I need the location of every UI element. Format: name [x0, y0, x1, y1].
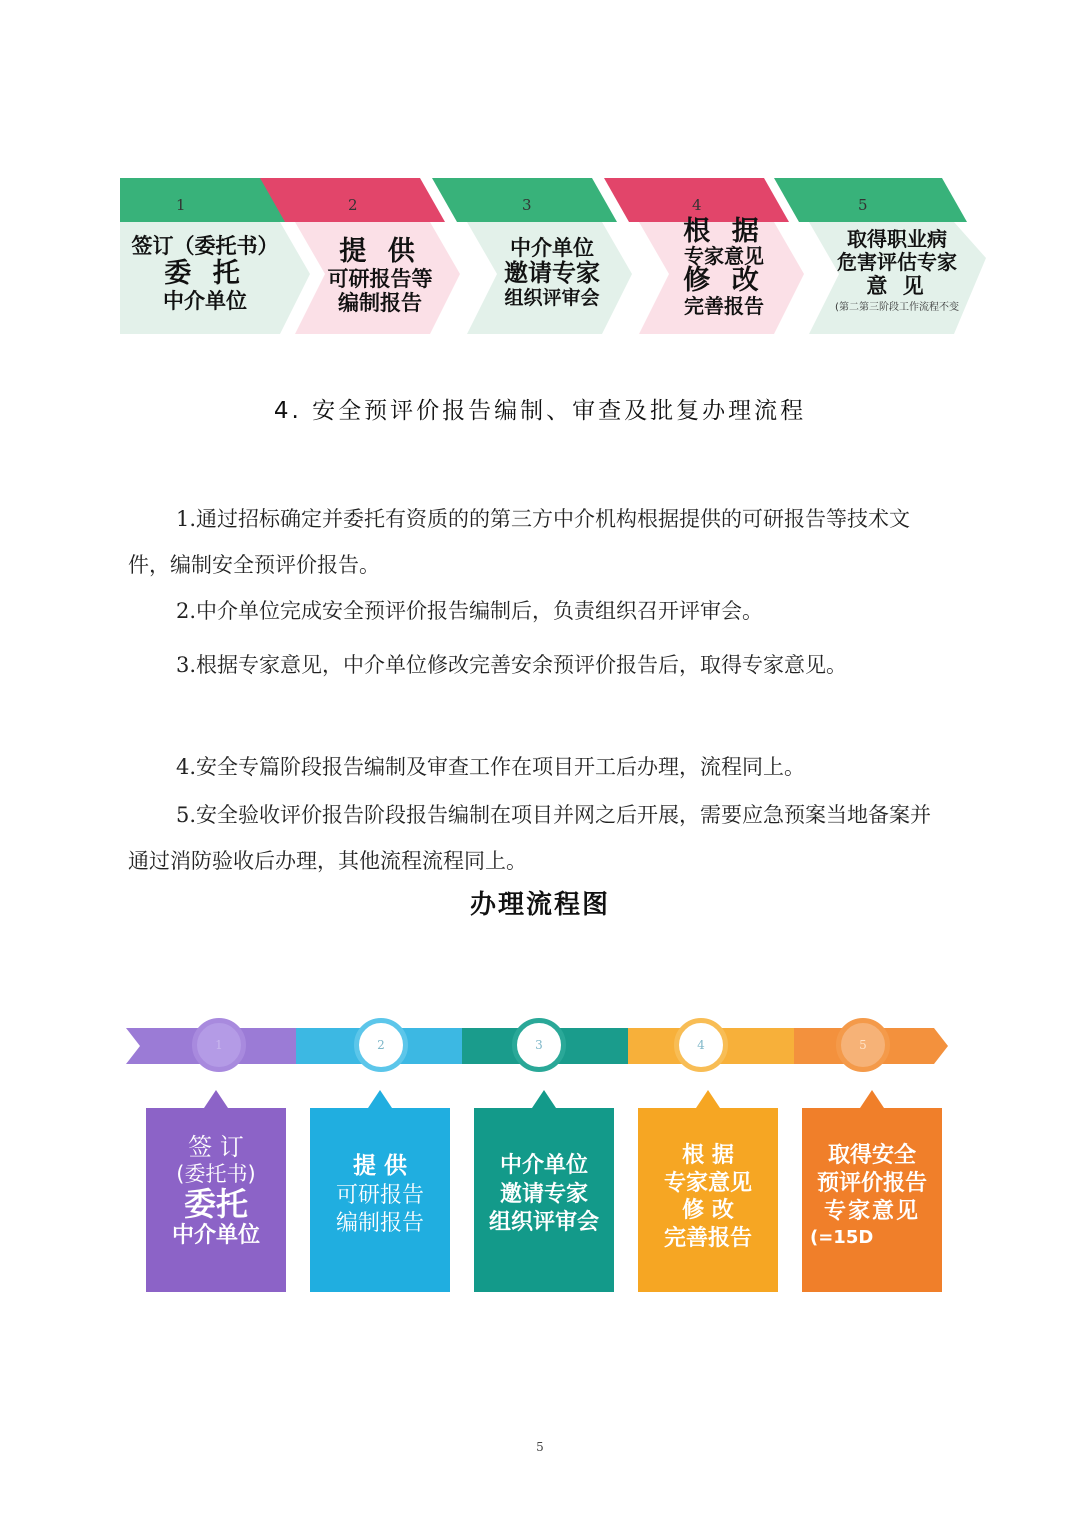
step-line: 组织评审会: [504, 286, 600, 309]
card-line: 修 改: [682, 1198, 734, 1223]
step-line: 邀请专家: [504, 259, 600, 288]
step-line: 中介单位: [163, 289, 247, 314]
paragraph-4: 4.安全专篇阶段报告编制及审查工作在项目开工后办理，流程同上。: [176, 755, 806, 779]
step-card-2: [310, 1090, 450, 1292]
step-line: 取得职业病: [847, 227, 947, 251]
card-line: 中介单位: [171, 1222, 260, 1248]
step-number: 1: [176, 196, 186, 214]
paragraph-3: 3.根据专家意见，中介单位修改完善安余预评价报告后，取得专家意见。: [176, 653, 848, 677]
paragraph-2: 2.中介单位完成安全预评价报告编制后，负责组织召开评审会。: [176, 599, 764, 623]
step-node-2: 2: [354, 1018, 408, 1072]
card-line: 提 供: [352, 1153, 407, 1179]
card-line: 专家意见: [823, 1199, 920, 1225]
page-number: 5: [536, 1440, 544, 1454]
card-line: 中介单位: [499, 1153, 588, 1178]
step-number: 5: [858, 196, 868, 214]
timeline-flowchart: [126, 1012, 948, 1302]
step-line: 修 改: [683, 265, 765, 297]
card-line: 邀请专家: [499, 1181, 588, 1207]
card-line: 完善报告: [663, 1225, 752, 1251]
step-line: 委 托: [164, 258, 246, 290]
step-number: 4: [692, 196, 702, 214]
step-card-5: [802, 1090, 942, 1292]
card-line: 可研报告: [335, 1182, 424, 1208]
card-line: 根 据: [682, 1143, 734, 1168]
step-card-4: [638, 1090, 778, 1292]
card-line: 委托: [183, 1184, 248, 1223]
step-node-1: 1: [192, 1018, 246, 1072]
flow-step-2: [260, 178, 460, 334]
flowchart-title: 办理流程图: [469, 890, 610, 920]
step-card-3: [474, 1090, 614, 1292]
section-heading: 4. 安全预评价报告编制、审查及批复办理流程: [273, 398, 807, 424]
step-line: 完善报告: [684, 293, 764, 318]
step-node-4: 4: [674, 1018, 728, 1072]
card-line: 取得安全: [827, 1143, 916, 1168]
card-line: (=15D: [810, 1227, 874, 1249]
card-line: (委托书): [176, 1161, 256, 1186]
process-arrow-flow: [120, 178, 986, 334]
card-line: 编制报告: [335, 1211, 424, 1237]
step-line: 意 见: [866, 274, 928, 298]
step-node-3: 3: [512, 1018, 566, 1072]
step-line: 编制报告: [338, 291, 422, 316]
step-line: 危害评估专家: [837, 250, 957, 274]
card-line: 预评价报告: [816, 1171, 927, 1197]
paragraph-5: 5.安全验收评价报告阶段报告编制在项目并网之后开展，需要应急预案当地备案并通过消防验收后办理，其他流程流程同上。: [128, 803, 932, 873]
step-line: 中介单位: [510, 236, 594, 260]
card-line: 专家意见: [663, 1170, 752, 1196]
step-note: (第二第三阶段工作流程不变: [835, 302, 959, 314]
flow-step-3: [432, 178, 632, 334]
card-line: 签 订: [188, 1133, 244, 1161]
step-node-5: 5: [836, 1018, 890, 1072]
step-card-1: [146, 1090, 286, 1292]
card-line: 组织评审会: [488, 1210, 599, 1236]
step-line: 根 据: [683, 216, 765, 247]
step-line: 提 供: [339, 236, 421, 267]
step-line: 签订（委托书）: [131, 234, 279, 258]
step-line: 可研报告等: [327, 267, 433, 292]
flow-step-5: [774, 178, 986, 334]
step-number: 3: [522, 196, 532, 214]
step-line: 专家意见: [684, 244, 764, 269]
paragraph-1: 1.通过招标确定并委托有资质的的第三方中介机构根据提供的可研报告等技术文件，编制安全预评价报告。: [128, 507, 911, 577]
step-number: 2: [348, 196, 358, 214]
